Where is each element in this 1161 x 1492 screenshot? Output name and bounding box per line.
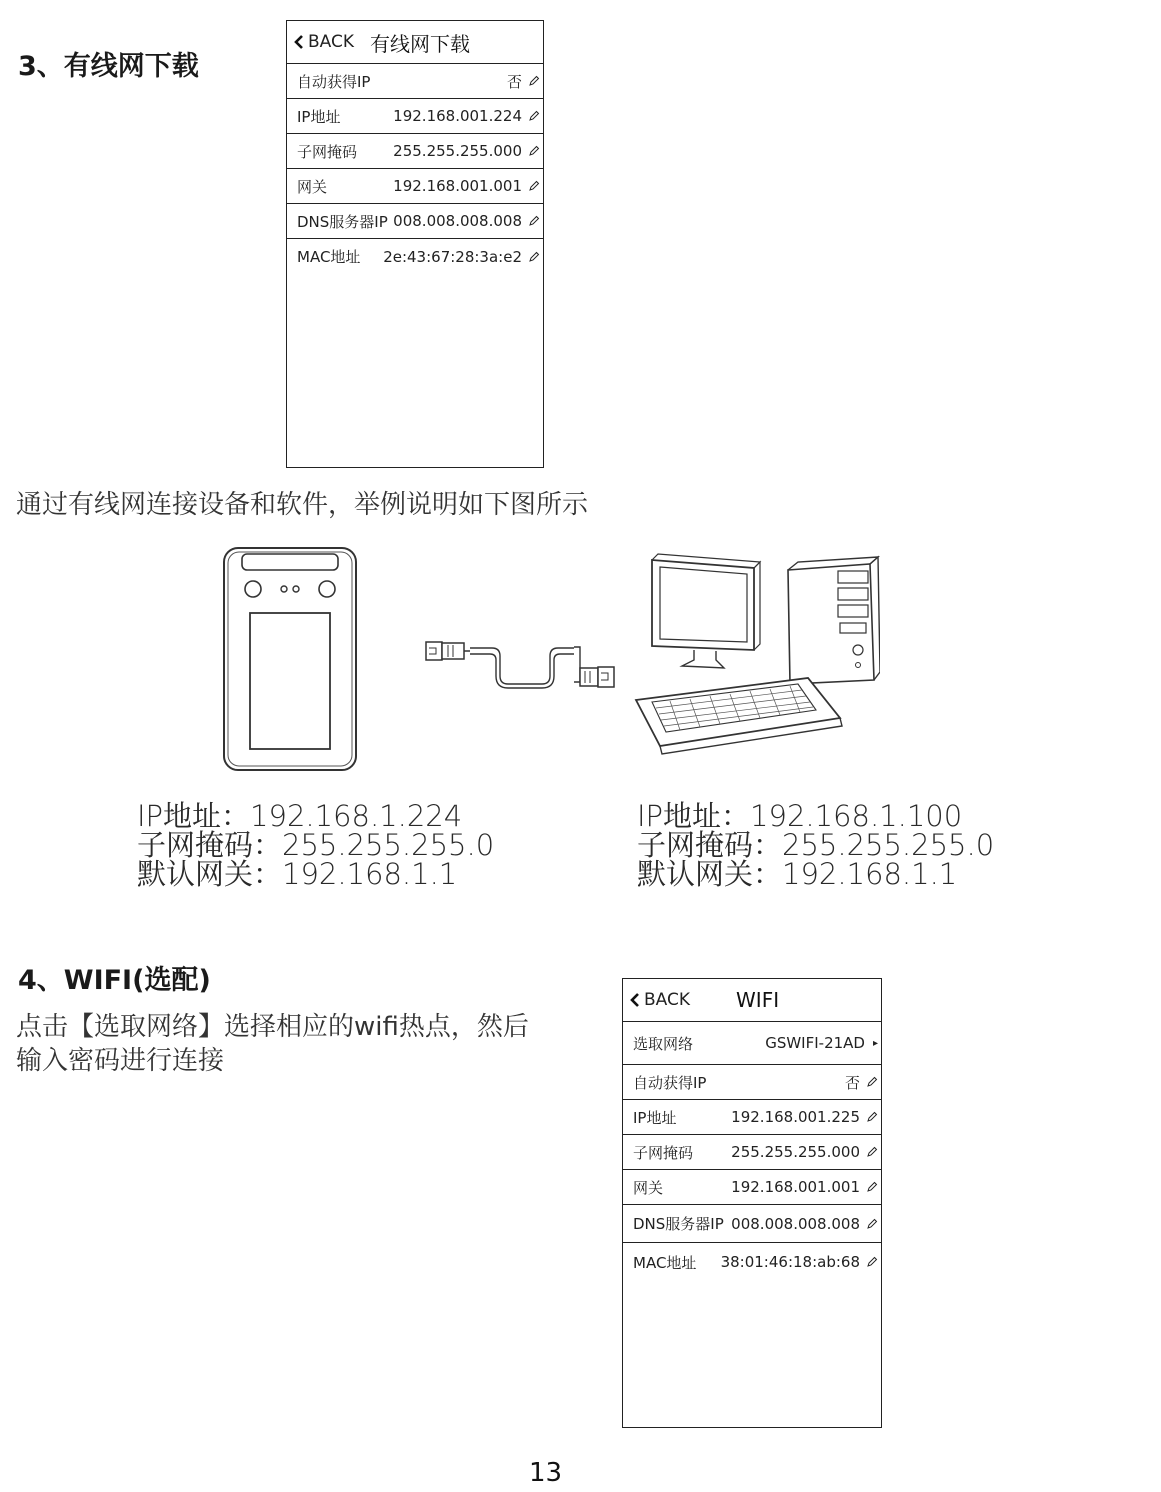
row-label: 自动获得IP <box>297 72 371 91</box>
triangle-right-icon[interactable]: ▸ <box>872 1037 878 1049</box>
row-value: 2e:43:67:28:3a:e2 <box>383 247 522 266</box>
section-4-description-line2: 输入密码进行连接 <box>16 1046 225 1076</box>
pc-gateway: 默认网关：192.168.1.1 <box>637 857 958 891</box>
row-subnet-mask[interactable] <box>623 1135 881 1170</box>
pencil-icon[interactable] <box>528 110 540 122</box>
row-value: 255.255.255.000 <box>393 142 522 160</box>
pencil-icon[interactable] <box>528 251 540 263</box>
device-subnet: 子网掩码：255.255.255.0 <box>137 828 495 862</box>
wifi-screen <box>622 978 882 1428</box>
row-label: MAC地址 <box>297 248 361 266</box>
row-label: 选取网络 <box>633 1034 694 1053</box>
row-mac[interactable] <box>287 239 543 274</box>
pencil-icon[interactable] <box>528 180 540 192</box>
row-label: 子网掩码 <box>297 142 358 161</box>
row-subnet-mask[interactable] <box>287 134 543 169</box>
face-terminal-icon <box>222 546 358 772</box>
row-ip-address[interactable] <box>623 1100 881 1135</box>
row-value: 008.008.008.008 <box>393 212 522 230</box>
row-label: DNS服务器IP <box>633 1215 724 1233</box>
back-button[interactable] <box>293 32 354 52</box>
section-3-title: 3、有线网下载 <box>18 51 199 82</box>
row-auto-ip[interactable] <box>287 64 543 99</box>
row-label: DNS服务器IP <box>297 212 388 231</box>
row-label: MAC地址 <box>633 1253 697 1272</box>
row-dns[interactable] <box>287 204 543 239</box>
row-label: 自动获得IP <box>633 1073 707 1092</box>
pencil-icon[interactable] <box>866 1218 878 1230</box>
row-value: 008.008.008.008 <box>731 1214 860 1233</box>
screen-title: WIFI <box>736 988 780 1012</box>
section-3-description: 通过有线网连接设备和软件，举例说明如下图所示 <box>16 490 589 520</box>
section-4-title: 4、WIFI(选配) <box>18 965 211 996</box>
pencil-icon[interactable] <box>528 145 540 157</box>
row-value: GSWIFI-21AD <box>765 1034 865 1052</box>
back-label: BACK <box>644 990 691 1010</box>
pencil-icon[interactable] <box>866 1111 878 1123</box>
pencil-icon[interactable] <box>866 1076 878 1088</box>
row-label: 网关 <box>633 1178 664 1197</box>
page-number: 13 <box>529 1458 563 1488</box>
row-value: 38:01:46:18:ab:68 <box>720 1253 860 1271</box>
screen-header <box>623 979 881 1022</box>
row-gateway[interactable] <box>287 169 543 204</box>
ethernet-cable-icon <box>424 634 616 692</box>
pc-ip: IP地址：192.168.1.100 <box>637 799 963 833</box>
pencil-icon[interactable] <box>528 215 540 227</box>
pc-subnet: 子网掩码：255.255.255.0 <box>637 828 995 862</box>
back-label: BACK <box>308 32 355 52</box>
row-dns[interactable] <box>623 1205 881 1243</box>
row-label: 网关 <box>297 177 328 196</box>
row-value: 192.168.001.224 <box>393 107 522 125</box>
back-button[interactable] <box>629 990 690 1010</box>
row-label: IP地址 <box>297 107 341 126</box>
chevron-left-icon <box>293 35 305 49</box>
row-ip-address[interactable] <box>287 99 543 134</box>
device-config-block <box>137 799 495 891</box>
pc-config-block <box>637 799 995 891</box>
chevron-left-icon <box>629 993 641 1007</box>
device-gateway: 默认网关：192.168.1.1 <box>137 857 458 891</box>
row-mac[interactable] <box>623 1243 881 1281</box>
row-auto-ip[interactable] <box>623 1065 881 1100</box>
row-label: IP地址 <box>633 1108 677 1127</box>
screen-header <box>287 21 543 64</box>
row-label: 子网掩码 <box>633 1143 694 1162</box>
row-value: 192.168.001.001 <box>393 177 522 195</box>
row-value: 否 <box>506 72 522 91</box>
desktop-computer-icon <box>630 550 880 760</box>
row-value: 192.168.001.001 <box>731 1178 860 1196</box>
row-value: 192.168.001.225 <box>731 1108 860 1126</box>
pencil-icon[interactable] <box>528 75 540 87</box>
pencil-icon[interactable] <box>866 1146 878 1158</box>
row-gateway[interactable] <box>623 1170 881 1205</box>
pencil-icon[interactable] <box>866 1181 878 1193</box>
device-ip: IP地址：192.168.1.224 <box>137 799 463 833</box>
pencil-icon[interactable] <box>866 1256 878 1268</box>
wired-network-screen <box>286 20 544 468</box>
row-select-network[interactable] <box>623 1022 881 1065</box>
row-value: 255.255.255.000 <box>731 1143 860 1161</box>
screen-title: 有线网下载 <box>370 31 471 56</box>
row-value: 否 <box>844 1073 860 1092</box>
section-4-description-line1: 点击【选取网络】选择相应的wifi热点，然后 <box>16 1012 529 1042</box>
